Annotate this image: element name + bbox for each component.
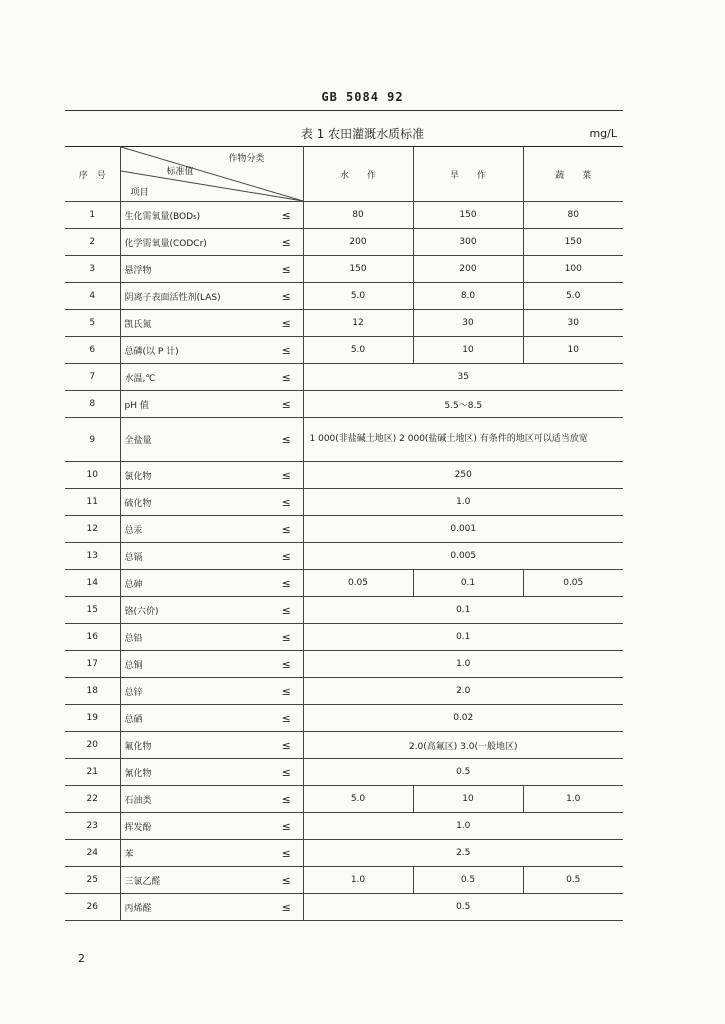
- corner-label-standard: 标准值: [166, 167, 194, 177]
- row-operator: ≤: [270, 310, 303, 337]
- row-number: 1: [65, 202, 120, 229]
- value-vegetable: 0.05: [523, 570, 623, 597]
- table-row: [65, 759, 623, 786]
- row-item: 总砷: [120, 570, 270, 597]
- row-item: 总镉: [120, 543, 270, 570]
- table-row: [65, 310, 623, 337]
- row-number: 10: [65, 462, 120, 489]
- value-dry: 0.5: [413, 867, 523, 894]
- row-item: 生化需氧量(BOD₅): [120, 202, 270, 229]
- col-header-no: 序 号: [65, 147, 120, 202]
- row-operator: ≤: [270, 624, 303, 651]
- value-all: 2.0: [303, 678, 623, 705]
- row-number: 7: [65, 364, 120, 391]
- row-number: 9: [65, 418, 120, 462]
- row-item: 悬浮物: [120, 256, 270, 283]
- row-item: 阴离子表面活性剂(LAS): [120, 283, 270, 310]
- row-item: 苯: [120, 840, 270, 867]
- row-number: 4: [65, 283, 120, 310]
- value-dry: 8.0: [413, 283, 523, 310]
- value-dry: 150: [413, 202, 523, 229]
- row-item: 全盐量: [120, 418, 270, 462]
- value-paddy: 0.05: [303, 570, 413, 597]
- row-item: 凯氏氮: [120, 310, 270, 337]
- value-all: 1.0: [303, 813, 623, 840]
- row-operator: ≤: [270, 256, 303, 283]
- row-operator: ≤: [270, 678, 303, 705]
- row-operator: ≤: [270, 543, 303, 570]
- row-item: 石油类: [120, 786, 270, 813]
- row-number: 22: [65, 786, 120, 813]
- row-item: 总磷(以 P 计): [120, 337, 270, 364]
- value-dry: 0.1: [413, 570, 523, 597]
- table-row: [65, 283, 623, 310]
- row-item: 氟化物: [120, 732, 270, 759]
- value-paddy: 5.0: [303, 786, 413, 813]
- row-operator: ≤: [270, 705, 303, 732]
- table-row: [65, 229, 623, 256]
- table-row: [65, 678, 623, 705]
- value-all: 1.0: [303, 489, 623, 516]
- row-operator: ≤: [270, 283, 303, 310]
- table-caption: 表 1 农田灌溉水质标准: [300, 127, 425, 141]
- table-row: [65, 489, 623, 516]
- row-number: 26: [65, 894, 120, 921]
- value-dry: 300: [413, 229, 523, 256]
- value-dry: 30: [413, 310, 523, 337]
- col-header-paddy: 水 作: [303, 147, 413, 202]
- row-number: 17: [65, 651, 120, 678]
- table-row: [65, 840, 623, 867]
- row-number: 15: [65, 597, 120, 624]
- row-number: 3: [65, 256, 120, 283]
- row-operator: ≤: [270, 462, 303, 489]
- table-row: [65, 516, 623, 543]
- row-operator: ≤: [270, 337, 303, 364]
- value-all: 250: [303, 462, 623, 489]
- row-operator: ≤: [270, 759, 303, 786]
- row-number: 11: [65, 489, 120, 516]
- value-all: 0.1: [303, 624, 623, 651]
- value-vegetable: 100: [523, 256, 623, 283]
- value-note: 1 000(非盐碱土地区) 2 000(盐碱土地区) 有条件的地区可以适当放宽: [303, 418, 623, 462]
- value-vegetable: 80: [523, 202, 623, 229]
- row-operator: ≤: [270, 840, 303, 867]
- row-number: 19: [65, 705, 120, 732]
- row-number: 8: [65, 391, 120, 418]
- corner-label-item: 项目: [130, 188, 149, 198]
- table-row: [65, 624, 623, 651]
- value-all: 1.0: [303, 651, 623, 678]
- value-all: 0.005: [303, 543, 623, 570]
- row-operator: ≤: [270, 732, 303, 759]
- table-row: [65, 418, 623, 462]
- row-operator: ≤: [270, 229, 303, 256]
- value-all: 0.1: [303, 597, 623, 624]
- corner-label-crop: 作物分类: [228, 154, 265, 164]
- row-number: 5: [65, 310, 120, 337]
- row-item: 丙烯醛: [120, 894, 270, 921]
- value-all: 35: [303, 364, 623, 391]
- row-item: 氰化物: [120, 759, 270, 786]
- row-operator: ≤: [270, 202, 303, 229]
- value-all: 0.001: [303, 516, 623, 543]
- row-operator: ≤: [270, 894, 303, 921]
- row-number: 25: [65, 867, 120, 894]
- table-row: [65, 570, 623, 597]
- value-dry: 10: [413, 786, 523, 813]
- row-operator: ≤: [270, 867, 303, 894]
- row-number: 20: [65, 732, 120, 759]
- water-quality-table: [65, 146, 623, 921]
- row-number: 18: [65, 678, 120, 705]
- col-header-dry: 旱 作: [413, 147, 523, 202]
- table-header-row: [65, 147, 623, 202]
- row-operator: ≤: [270, 418, 303, 462]
- row-item: 总铜: [120, 651, 270, 678]
- value-vegetable: 1.0: [523, 786, 623, 813]
- row-number: 12: [65, 516, 120, 543]
- value-dry: 200: [413, 256, 523, 283]
- value-paddy: 80: [303, 202, 413, 229]
- col-header-corner: [120, 147, 303, 202]
- table-row: [65, 813, 623, 840]
- col-header-vegetable: 蔬 菜: [523, 147, 623, 202]
- value-vegetable: 5.0: [523, 283, 623, 310]
- value-paddy: 150: [303, 256, 413, 283]
- row-operator: ≤: [270, 364, 303, 391]
- row-item: 铬(六价): [120, 597, 270, 624]
- table-row: [65, 732, 623, 759]
- row-number: 6: [65, 337, 120, 364]
- value-vegetable: 10: [523, 337, 623, 364]
- table-row: [65, 786, 623, 813]
- header-rule: [65, 110, 623, 111]
- row-operator: ≤: [270, 391, 303, 418]
- value-all: 2.0(高氟区) 3.0(一般地区): [303, 732, 623, 759]
- row-item: pH 值: [120, 391, 270, 418]
- row-number: 14: [65, 570, 120, 597]
- table-row: [65, 705, 623, 732]
- row-item: 化学需氧量(CODCr): [120, 229, 270, 256]
- table-unit: mg/L: [589, 127, 617, 140]
- row-item: 水温,℃: [120, 364, 270, 391]
- row-operator: ≤: [270, 570, 303, 597]
- row-item: 总汞: [120, 516, 270, 543]
- table-row: [65, 597, 623, 624]
- row-operator: ≤: [270, 651, 303, 678]
- table-row: [65, 867, 623, 894]
- value-all: 2.5: [303, 840, 623, 867]
- row-operator: ≤: [270, 489, 303, 516]
- page-number: 2: [78, 952, 85, 965]
- row-operator: ≤: [270, 516, 303, 543]
- value-vegetable: 0.5: [523, 867, 623, 894]
- value-all: 5.5～8.5: [303, 391, 623, 418]
- table-row: [65, 391, 623, 418]
- value-paddy: 12: [303, 310, 413, 337]
- row-operator: ≤: [270, 813, 303, 840]
- value-paddy: 1.0: [303, 867, 413, 894]
- row-item: 总锌: [120, 678, 270, 705]
- table-row: [65, 894, 623, 921]
- row-number: 13: [65, 543, 120, 570]
- value-vegetable: 150: [523, 229, 623, 256]
- table-row: [65, 462, 623, 489]
- table-row: [65, 337, 623, 364]
- row-number: 2: [65, 229, 120, 256]
- row-number: 21: [65, 759, 120, 786]
- row-number: 24: [65, 840, 120, 867]
- table-row: [65, 543, 623, 570]
- row-item: 硫化物: [120, 489, 270, 516]
- value-dry: 10: [413, 337, 523, 364]
- row-item: 挥发酚: [120, 813, 270, 840]
- row-number: 16: [65, 624, 120, 651]
- row-operator: ≤: [270, 597, 303, 624]
- value-paddy: 5.0: [303, 337, 413, 364]
- value-paddy: 200: [303, 229, 413, 256]
- value-all: 0.5: [303, 894, 623, 921]
- row-item: 总硒: [120, 705, 270, 732]
- table-row: [65, 256, 623, 283]
- row-item: 总铅: [120, 624, 270, 651]
- table-row: [65, 202, 623, 229]
- value-all: 0.5: [303, 759, 623, 786]
- value-vegetable: 30: [523, 310, 623, 337]
- table-row: [65, 651, 623, 678]
- table-row: [65, 364, 623, 391]
- row-item: 三氯乙醛: [120, 867, 270, 894]
- row-operator: ≤: [270, 786, 303, 813]
- standard-header: GB 5084 92: [321, 90, 404, 104]
- row-item: 氯化物: [120, 462, 270, 489]
- value-all: 0.02: [303, 705, 623, 732]
- row-number: 23: [65, 813, 120, 840]
- value-paddy: 5.0: [303, 283, 413, 310]
